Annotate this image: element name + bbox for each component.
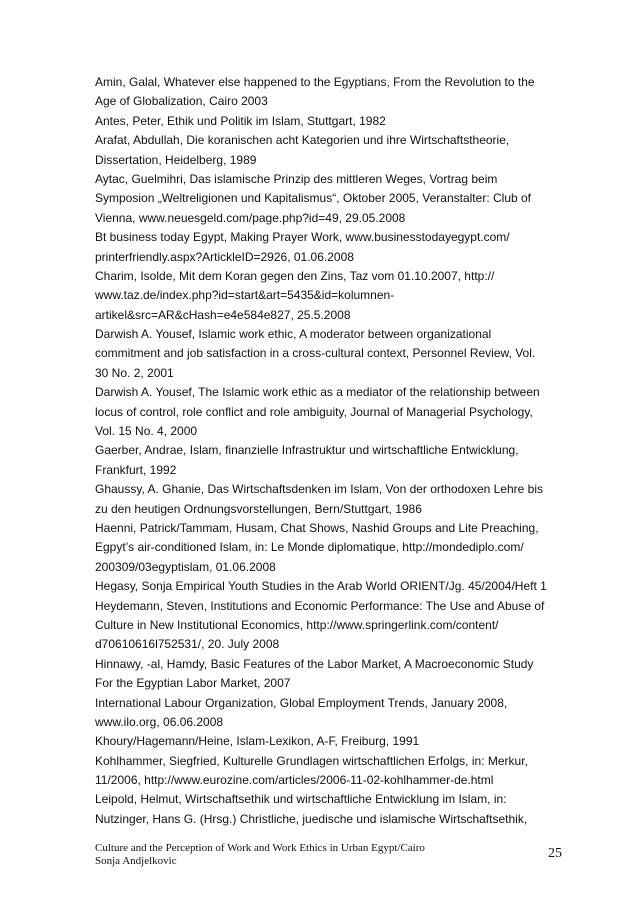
bibliography-line: Charim, Isolde, Mit dem Koran gegen den Zins, Taz vom 01.10.2007, http://	[95, 268, 495, 283]
bibliography-line: 11/2006, http://www.eurozine.com/articles/2006-11-02-kohlhammer-de.html	[95, 773, 494, 788]
bibliography-line: Khoury/Hagemann/Heine, Islam-Lexikon, A-F, Freiburg, 1991	[95, 734, 420, 749]
bibliography-line: printerfriendly.aspx?ArtickleID=2926, 01.06.2008	[95, 249, 354, 264]
bibliography-line: commitment and job satisfaction in a cross-cultural context, Personnel Review, Vol.	[95, 346, 536, 361]
bibliography-line: Culture in New Institutional Economics, http://www.springerlink.com/content/	[95, 617, 499, 632]
bibliography-line: Egpyt’s air-conditioned Islam, in: Le Monde diplomatique, http://mondediplo.com/	[95, 540, 524, 555]
bibliography-list	[95, 73, 555, 829]
bibliography-line: Heydemann, Steven, Institutions and Economic Performance: The Use and Abuse of	[95, 598, 545, 613]
bibliography-line: Aytac, Guelmihri, Das islamische Prinzip des mittleren Weges, Vortrag beim	[95, 171, 498, 186]
bibliography-line: www.ilo.org, 06.06.2008	[95, 714, 224, 729]
bibliography-line: artikel&src=AR&cHash=e4e584e827, 25.5.2008	[95, 307, 351, 322]
bibliography-line: zu den heutigen Ordnungsvorstellungen, Bern/Stuttgart, 1986	[95, 501, 422, 516]
bibliography-line: Haenni, Patrick/Tammam, Husam, Chat Shows, Nashid Groups and Lite Preaching,	[95, 520, 539, 535]
bibliography-line: Kohlhammer, Siegfried, Kulturelle Grundlagen wirtschaftlichen Erfolgs, in: Merkur,	[95, 753, 528, 768]
bibliography-line: Darwish A. Yousef, The Islamic work ethic as a mediator of the relationship between	[95, 385, 540, 400]
bibliography-line: Age of Globalization, Cairo 2003	[95, 94, 268, 109]
bibliography-line: d70610616l752531/, 20. July 2008	[95, 637, 280, 652]
bibliography-line: Leipold, Helmut, Wirtschaftsethik und wirtschaftliche Entwicklung im Islam, in:	[95, 792, 507, 807]
bibliography-line: Frankfurt, 1992	[95, 462, 177, 477]
footer-author: Sonja Andjelkovic	[95, 855, 177, 867]
page-footer	[95, 842, 555, 868]
page-number: 25	[548, 846, 562, 861]
bibliography-line: Hinnawy, -al, Hamdy, Basic Features of the Labor Market, A Macroeconomic Study	[95, 656, 534, 671]
bibliography-line: 200309/03egyptislam, 01.06.2008	[95, 559, 276, 574]
bibliography-line: Bt business today Egypt, Making Prayer Work, www.businesstodayegypt.com/	[95, 230, 510, 245]
bibliography-line: Amin, Galal, Whatever else happened to the Egyptians, From the Revolution to the	[95, 75, 535, 89]
bibliography-line: Gaerber, Andrae, Islam, finanzielle Infrastruktur und wirtschaftliche Entwicklung,	[95, 443, 519, 458]
bibliography-line: For the Egyptian Labor Market, 2007	[95, 676, 291, 691]
bibliography-line: Hegasy, Sonja Empirical Youth Studies in the Arab World ORIENT/Jg. 45/2004/Heft 1	[95, 579, 547, 594]
bibliography-line: Vienna, www.neuesgeld.com/page.php?id=49, 29.05.2008	[95, 210, 406, 225]
bibliography-line: Symposion „Weltreligionen und Kapitalismus“, Oktober 2005, Veranstalter: Club of	[95, 191, 532, 206]
bibliography-line: Antes, Peter, Ethik und Politik im Islam, Stuttgart, 1982	[95, 113, 386, 128]
bibliography-line: www.taz.de/index.php?id=start&art=5435&id=kolumnen-	[95, 288, 395, 303]
bibliography-line: International Labour Organization, Global Employment Trends, January 2008,	[95, 695, 508, 710]
footer-title: Culture and the Perception of Work and Work Ethics in Urban Egypt/Cairo	[95, 842, 425, 854]
bibliography-line: Arafat, Abdullah, Die koranischen acht Kategorien und ihre Wirtschaftstheorie,	[95, 133, 510, 148]
bibliography-line: Ghaussy, A. Ghanie, Das Wirtschaftsdenken im Islam, Von der orthodoxen Lehre bis	[95, 482, 544, 497]
bibliography-line: Vol. 15 No. 4, 2000	[95, 424, 198, 439]
bibliography-line: Nutzinger, Hans G. (Hrsg.) Christliche, juedische und islamische Wirtschaftsethik,	[95, 811, 528, 826]
bibliography-line: Dissertation, Heidelberg, 1989	[95, 152, 257, 167]
bibliography-line: locus of control, role conflict and role ambiguity, Journal of Managerial Psychology,	[95, 404, 533, 419]
bibliography-line: 30 No. 2, 2001	[95, 365, 174, 380]
bibliography-line: Darwish A. Yousef, Islamic work ethic, A moderator between organizational	[95, 327, 492, 342]
